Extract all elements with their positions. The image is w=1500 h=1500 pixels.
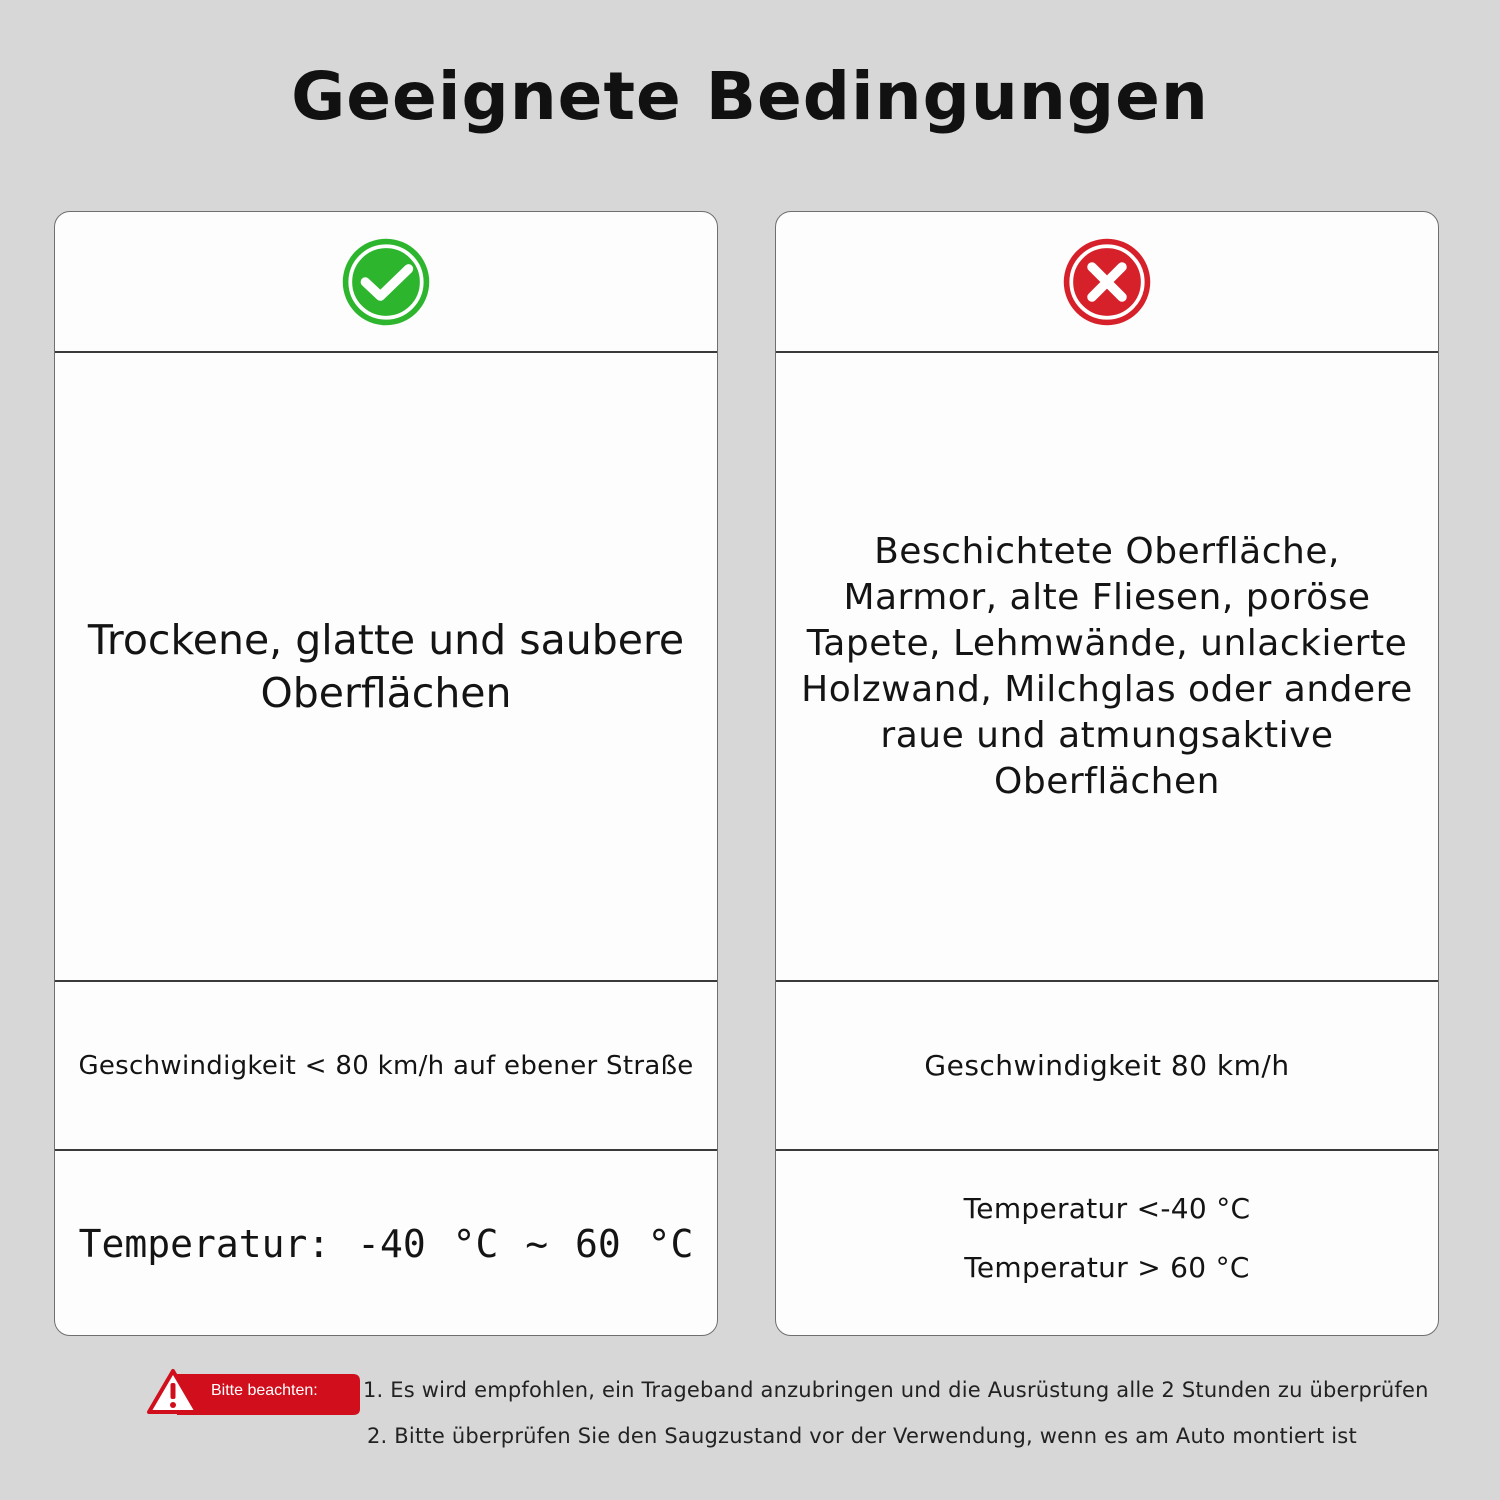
- suitable-speed-text: Geschwindigkeit < 80 km/h auf ebener Straße: [78, 1050, 694, 1081]
- unsuitable-surface-cell: [776, 353, 1438, 982]
- unsuitable-panel: [775, 211, 1439, 1336]
- unsuitable-temperature-low: Temperatur <-40 °C: [963, 1192, 1251, 1225]
- notice-item-1: 1. Es wird empfohlen, ein Trageband anzubringen und die Ausrüstung alle 2 Stunden zu überprüfen: [363, 1378, 1429, 1402]
- notice-item-2: 2. Bitte überprüfen Sie den Saugzustand vor der Verwendung, wenn es am Auto montiert ist: [367, 1424, 1357, 1448]
- suitable-icon-row: [55, 212, 717, 353]
- unsuitable-temperature-high: Temperatur > 60 °C: [964, 1251, 1250, 1284]
- notice-label: Bitte beachten:: [211, 1382, 318, 1399]
- unsuitable-surface-text: Beschichtete Oberfläche, Marmor, alte Fliesen, poröse Tapete, Lehmwände, unlackierte Holzwand, Milchglas oder andere raue und atmungsaktive Oberflächen: [801, 530, 1413, 802]
- unsuitable-speed-cell: [776, 982, 1438, 1151]
- suitable-temperature-text: Temperatur: -40 °C ~ 60 °C: [78, 1222, 694, 1266]
- unsuitable-speed-text: Geschwindigkeit 80 km/h: [924, 1049, 1290, 1082]
- suitable-surface-text: Trockene, glatte und saubere Oberflächen: [87, 615, 685, 717]
- notice-section: [147, 1366, 1477, 1466]
- suitable-speed-cell: [55, 982, 717, 1151]
- notice-badge: [147, 1368, 361, 1414]
- page-title: Geeignete Bedingungen: [291, 58, 1209, 135]
- unsuitable-temperature-cell: [776, 1151, 1438, 1336]
- check-circle-icon: [339, 235, 433, 329]
- unsuitable-icon-row: [776, 212, 1438, 353]
- suitable-surface-cell: [55, 353, 717, 982]
- x-circle-icon: [1060, 235, 1154, 329]
- suitable-temperature-cell: [55, 1151, 717, 1336]
- suitable-panel: [54, 211, 718, 1336]
